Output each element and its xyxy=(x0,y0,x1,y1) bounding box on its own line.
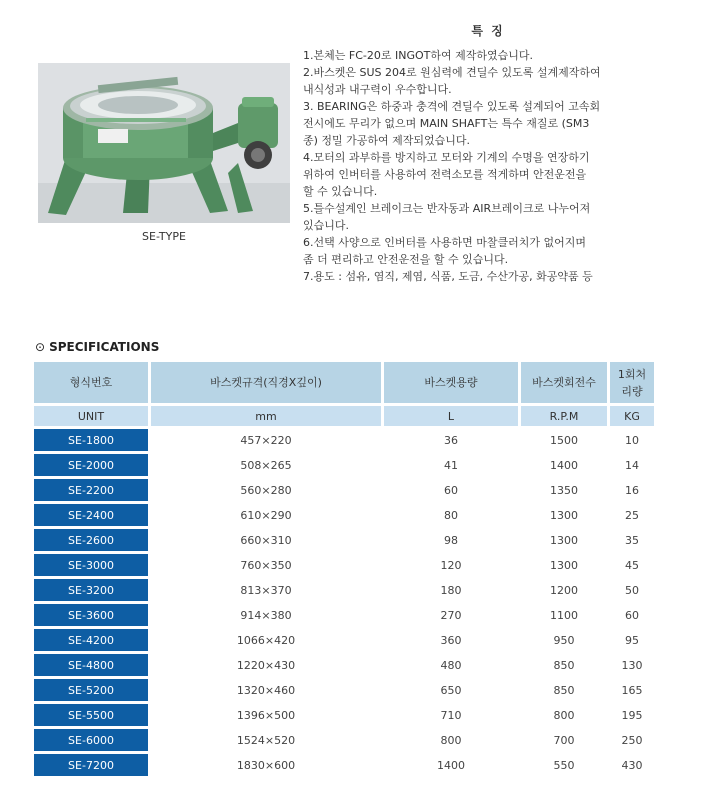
model-cell: SE-3000 xyxy=(34,554,148,576)
capacity-cell: 480 xyxy=(440,658,462,672)
feature-line: 5.틀수설계인 브레이크는 반자동과 AIR브레이크로 나누어져 xyxy=(303,202,591,215)
load-cell: 250 xyxy=(621,733,643,747)
table-row xyxy=(34,704,654,726)
table-unit-row xyxy=(34,406,654,426)
target-icon: ⊙ xyxy=(35,340,46,354)
header-load-per-cycle xyxy=(610,362,654,403)
model-cell: SE-2000 xyxy=(34,454,148,476)
capacity-cell: 36 xyxy=(444,433,458,447)
rpm-cell: 1300 xyxy=(550,533,578,547)
basket-size-cell: 457×220 xyxy=(240,433,292,447)
capacity-cell: 60 xyxy=(444,483,458,497)
model-cell: SE-6000 xyxy=(34,729,148,751)
product-section xyxy=(0,0,712,320)
table-row xyxy=(34,604,654,626)
table-body xyxy=(34,429,654,776)
load-cell: 95 xyxy=(625,633,639,647)
table-row xyxy=(34,754,654,776)
basket-size-cell: 760×350 xyxy=(240,558,292,572)
feature-line: 있습니다. xyxy=(303,219,350,232)
load-cell: 60 xyxy=(625,608,639,622)
product-caption: SE-TYPE xyxy=(142,230,186,243)
rpm-cell: 1350 xyxy=(550,483,578,497)
specifications-table xyxy=(31,359,657,779)
header-basket-size: 바스켓규격(직경X깊이) xyxy=(151,362,381,403)
model-cell: SE-3200 xyxy=(34,579,148,601)
unit-cell: UNIT xyxy=(34,406,148,426)
load-cell: 14 xyxy=(625,458,639,472)
load-cell: 16 xyxy=(625,483,639,497)
rpm-cell: 850 xyxy=(553,683,575,697)
header-basket-capacity: 바스켓용량 xyxy=(384,362,518,403)
model-cell: SE-7200 xyxy=(34,754,148,776)
header-load-line: 리량 xyxy=(621,384,643,398)
capacity-cell: 800 xyxy=(440,733,462,747)
feature-line: 6.선택 사양으로 인버터를 사용하면 마찰클러치가 없어지며 xyxy=(303,236,586,249)
feature-line: 2.바스켓은 SUS 204로 원심력에 견딜수 있도록 설계제작하여 xyxy=(303,66,601,79)
rpm-cell: 700 xyxy=(553,733,575,747)
model-cell: SE-4200 xyxy=(34,629,148,651)
header-model: 형식번호 xyxy=(34,362,148,403)
table-row xyxy=(34,654,654,676)
basket-size-cell: 1066×420 xyxy=(236,633,296,647)
feature-line: 할 수 있습니다. xyxy=(303,185,378,198)
table-row xyxy=(34,679,654,701)
table-row xyxy=(34,554,654,576)
rpm-cell: 850 xyxy=(553,658,575,672)
capacity-cell: 1400 xyxy=(437,758,465,772)
model-cell: SE-2600 xyxy=(34,529,148,551)
feature-line: 4.모터의 과부하를 방지하고 모터와 기계의 수명을 연장하기 xyxy=(303,151,590,164)
model-cell: SE-3600 xyxy=(34,604,148,626)
model-cell: SE-4800 xyxy=(34,654,148,676)
rpm-cell: 1400 xyxy=(550,458,578,472)
load-cell: 195 xyxy=(621,708,643,722)
basket-size-cell: 1396×500 xyxy=(236,708,296,722)
table-row xyxy=(34,729,654,751)
table-row xyxy=(34,479,654,501)
load-cell: 45 xyxy=(625,558,639,572)
load-cell: 130 xyxy=(621,658,643,672)
model-cell: SE-2200 xyxy=(34,479,148,501)
table-header-row xyxy=(34,362,654,403)
load-cell: 165 xyxy=(621,683,643,697)
capacity-cell: 650 xyxy=(440,683,462,697)
basket-size-cell: 1220×430 xyxy=(236,658,296,672)
feature-line: 전시에도 무리가 없으며 MAIN SHAFT는 특수 재질로 (SM3 xyxy=(303,117,590,130)
feature-line: 1.본체는 FC-20로 INGOT하여 제작하였습니다. xyxy=(303,49,533,62)
specifications-heading xyxy=(35,340,159,354)
capacity-cell: 270 xyxy=(440,608,462,622)
header-load-line: 1회처 xyxy=(617,367,647,381)
table-row xyxy=(34,504,654,526)
capacity-cell: 120 xyxy=(440,558,462,572)
basket-size-cell: 1830×600 xyxy=(236,758,296,772)
load-cell: 10 xyxy=(625,433,639,447)
capacity-cell: 41 xyxy=(444,458,458,472)
capacity-cell: 98 xyxy=(444,533,458,547)
capacity-cell: 710 xyxy=(440,708,462,722)
features-title: 특 징 xyxy=(471,24,505,38)
capacity-cell: 80 xyxy=(444,508,458,522)
rpm-cell: 1100 xyxy=(550,608,578,622)
unit-cell: R.P.M xyxy=(521,406,607,426)
product-photo xyxy=(38,63,290,223)
table-row xyxy=(34,454,654,476)
rpm-cell: 800 xyxy=(553,708,575,722)
rpm-cell: 550 xyxy=(553,758,575,772)
rpm-cell: 1300 xyxy=(550,558,578,572)
unit-cell: KG xyxy=(610,406,654,426)
basket-size-cell: 660×310 xyxy=(240,533,292,547)
capacity-cell: 360 xyxy=(440,633,462,647)
load-cell: 430 xyxy=(621,758,643,772)
rpm-cell: 950 xyxy=(553,633,575,647)
feature-line: 위하여 인버터를 사용하여 전력소모를 적게하며 안전운전을 xyxy=(303,168,587,181)
basket-size-cell: 914×380 xyxy=(240,608,292,622)
load-cell: 35 xyxy=(625,533,639,547)
feature-line: 종) 정밀 가공하여 제작되었습니다. xyxy=(303,134,471,147)
rpm-cell: 1500 xyxy=(550,433,578,447)
unit-cell: mm xyxy=(151,406,381,426)
header-basket-rpm: 바스켓회전수 xyxy=(521,362,607,403)
table-row xyxy=(34,429,654,451)
capacity-cell: 180 xyxy=(440,583,462,597)
rpm-cell: 1300 xyxy=(550,508,578,522)
specifications-title: SPECIFICATIONS xyxy=(49,340,160,354)
basket-size-cell: 813×370 xyxy=(240,583,292,597)
feature-line: 내식성과 내구력이 우수합니다. xyxy=(303,83,452,96)
feature-line: 3. BEARING은 하중과 충격에 견딜수 있도록 설계되어 고속회 xyxy=(303,100,601,113)
load-cell: 25 xyxy=(625,508,639,522)
feature-line: 좀 더 편리하고 안전운전을 할 수 있습니다. xyxy=(303,253,509,266)
unit-cell: L xyxy=(384,406,518,426)
rpm-cell: 1200 xyxy=(550,583,578,597)
table-row xyxy=(34,529,654,551)
features-block xyxy=(303,22,673,285)
basket-size-cell: 508×265 xyxy=(240,458,292,472)
model-cell: SE-5200 xyxy=(34,679,148,701)
basket-size-cell: 1524×520 xyxy=(236,733,296,747)
basket-size-cell: 560×280 xyxy=(240,483,292,497)
table-row xyxy=(34,629,654,651)
feature-line: 7.용도 : 섬유, 염직, 제염, 식품, 도금, 수산가공, 화공약품 등 xyxy=(303,270,593,283)
model-cell: SE-5500 xyxy=(34,704,148,726)
basket-size-cell: 1320×460 xyxy=(236,683,296,697)
model-cell: SE-2400 xyxy=(34,504,148,526)
model-cell: SE-1800 xyxy=(34,429,148,451)
basket-size-cell: 610×290 xyxy=(240,508,292,522)
table-row xyxy=(34,579,654,601)
centrifuge-machine-illustration xyxy=(38,63,290,223)
load-cell: 50 xyxy=(625,583,639,597)
